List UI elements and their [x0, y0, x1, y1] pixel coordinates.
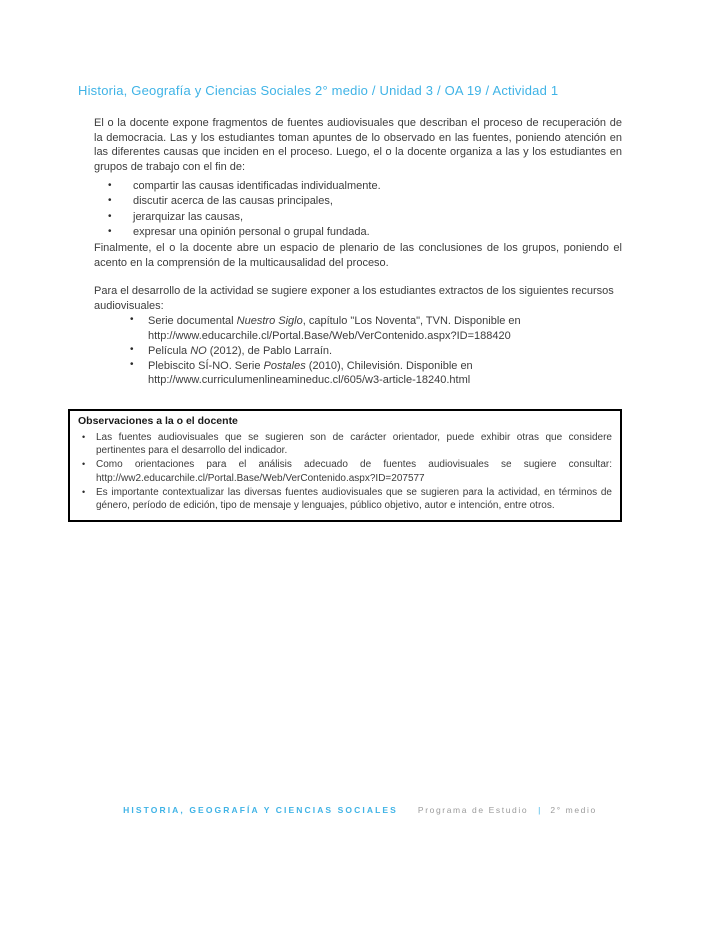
intro-paragraph: El o la docente expone fragmentos de fuentes audiovisuales que describan el proceso de recuperación de la democracia. Las y los estudiantes toman apuntes de lo observado en las fuentes, poniendo atención en las diferentes causas que inciden en el proceso. Luego, el o la docente organiza a las y los estudiantes en grupos de trabajo con el fin de:: [94, 117, 622, 173]
bullet-icon: •: [82, 486, 86, 497]
footer-subject-label: HISTORIA, GEOGRAFÍA Y CIENCIAS SOCIALES: [123, 805, 398, 815]
resource-text-before: Plebiscito SÍ-NO. Serie: [148, 359, 264, 372]
footer-program-group: [418, 805, 597, 815]
bullet-icon: •: [108, 210, 112, 222]
resource-item: [130, 359, 622, 388]
bullet-icon: •: [108, 180, 112, 191]
observation-item: [78, 431, 612, 457]
resource-url: http://www.educarchile.cl/Portal.Base/Web/VerContenido.aspx?ID=188420: [148, 329, 511, 342]
list-item: [108, 225, 608, 240]
page-footer: [0, 805, 720, 815]
resource-text-before: Película: [148, 344, 191, 357]
observation-item: [78, 458, 612, 484]
resource-text-after: (2010), Chilevisión. Disponible en: [305, 359, 473, 372]
resource-item: [130, 314, 622, 343]
observation-item: [78, 486, 612, 512]
bullet-icon: •: [82, 459, 86, 470]
resource-text-after: (2012), de Pablo Larraín.: [206, 344, 333, 357]
list-item: [108, 210, 608, 225]
bullet-icon: •: [130, 343, 134, 355]
list-item: [108, 179, 608, 194]
observations-list: [78, 431, 612, 512]
teacher-observations-box: [68, 409, 622, 522]
plenary-paragraph: Finalmente, el o la docente abre un espacio de plenario de las conclusiones de los grupos, poniendo el acento en la comprensión de la multicausalidad del proceso.: [94, 242, 622, 269]
list-item-text: discutir acerca de las causas principales,: [133, 195, 333, 208]
task-bullet-list: [108, 179, 608, 240]
list-item-text: jerarquizar las causas,: [133, 210, 244, 223]
resource-work-title: Postales: [263, 359, 306, 372]
observation-text: Las fuentes audiovisuales que se sugieren son de carácter orientador, puede exhibir otras que considere pertinentes para el desarrollo del indicador.: [96, 432, 612, 457]
observation-text: Como orientaciones para el análisis adecuado de fuentes audiovisuales se sugiere consultar: http://ww2.educarchile.cl/Portal.Base/Web/VerContenido.aspx?ID=207577: [96, 459, 612, 484]
observations-title: Observaciones a la o el docente: [78, 415, 238, 427]
bullet-icon: •: [82, 432, 86, 442]
list-item-text: compartir las causas identificadas individualmente.: [133, 180, 381, 192]
resource-text-before: Serie documental: [148, 315, 237, 327]
resource-text-after: , capítulo "Los Noventa", TVN. Disponible en: [302, 315, 521, 327]
resource-list: [130, 314, 622, 388]
resource-work-title: Nuestro Siglo: [236, 315, 303, 327]
footer-grade-label: 2° medio: [550, 805, 597, 815]
footer-program-label: Programa de Estudio: [417, 805, 529, 815]
bullet-icon: •: [130, 358, 134, 370]
list-item-text: expresar una opinión personal o grupal fundada.: [133, 225, 370, 238]
footer-separator: |: [538, 805, 541, 815]
resource-work-title: NO: [190, 344, 207, 357]
resources-intro-paragraph: Para el desarrollo de la actividad se sugiere exponer a los estudiantes extractos de los siguientes recursos audiovisuales:: [94, 285, 614, 312]
resource-item: [130, 344, 622, 359]
bullet-icon: •: [108, 195, 112, 207]
bullet-icon: •: [130, 314, 134, 325]
page-title: Historia, Geografía y Ciencias Sociales 2° medio / Unidad 3 / OA 19 / Actividad 1: [78, 83, 559, 98]
resource-url: http://www.curriculumenlineamineduc.cl/605/w3-article-18240.html: [148, 374, 471, 387]
list-item: [108, 194, 608, 209]
bullet-icon: •: [108, 225, 112, 237]
observation-text: Es importante contextualizar las diversas fuentes audiovisuales que se sugieren para la actividad, en términos de género, período de edición, tipo de mensaje y lenguajes, público objetivo, autor e intención, entre otros.: [96, 486, 612, 512]
